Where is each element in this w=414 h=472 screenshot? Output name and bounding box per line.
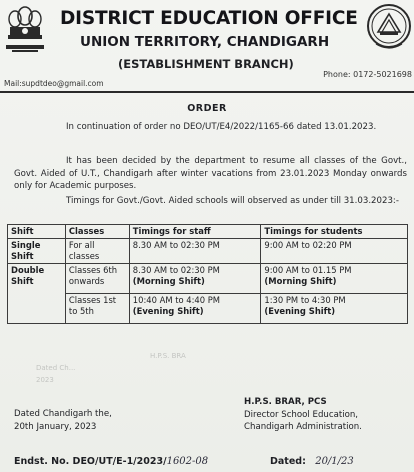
classes-cell: Classes 1st to 5th [65,294,129,324]
table-header-cell: Timings for students [261,225,408,239]
signatory-title: Director School Education, [244,409,359,420]
signatory-name: H.P.S. BRAR, PCS [244,397,327,407]
staff-timing-cell: 8.30 AM to 02:30 PM [129,239,261,264]
student-timing-cell [261,264,408,294]
student-timing-cell [261,294,408,324]
shift-note: (Morning Shift) [264,276,337,286]
timings-table [7,224,408,324]
handwritten-number: 1602-08 [166,456,209,467]
order-paragraph-2: It has been decided by the department to resume all classes of the Govt., Govt. Aided of U.T., Chandigarh after winter vacations from 23.01.2023 Monday onwards only for Academic purposes. [14,156,407,191]
table-header-cell: Classes [65,225,129,239]
shift-cell: Single Shift [8,239,66,264]
shift-note: (Evening Shift) [264,306,336,316]
dated-label: Dated: [270,456,306,467]
staff-time: 10:40 AM to 4:40 PM [132,295,221,305]
table-header-cell: Timings for staff [129,225,261,239]
signature-block [244,396,362,434]
student-timing-cell: 9:00 AM to 02:20 PM [261,239,408,264]
endorsement-label: Endst. No. DEO/UT/E-1/2023/ [14,456,167,467]
state-emblem-icon [2,2,48,56]
student-time: 9:00 AM to 01.15 PM [264,265,352,275]
branch-name: (ESTABLISHMENT BRANCH) [118,57,294,71]
shift-note: (Morning Shift) [132,276,205,286]
office-subtitle: UNION TERRITORY, CHANDIGARH [80,34,330,50]
order-paragraph-1: In continuation of order no DEO/UT/E4/2022/1165-66 dated 13.01.2023. [66,122,377,132]
shift-cell: Double Shift [8,264,66,324]
faded-stamp: H.P.S. BRA Dated Ch... 2023 [36,352,186,384]
shift-note: (Evening Shift) [132,306,204,316]
table-row [8,239,408,264]
endorsement-date [270,456,354,467]
table-row [8,294,408,324]
table-row [8,264,408,294]
table-header-row [8,225,408,239]
chandigarh-emblem-icon [366,2,412,56]
order-paragraph-3: Timings for Govt./Govt. Aided schools will observed as under till 31.03.2023:- [66,196,399,206]
dated-line-2: 20th January, 2023 [14,421,97,432]
staff-time: 8.30 AM to 02:30 PM [132,265,220,275]
student-time: 1:30 PM to 4:30 PM [264,295,346,305]
staff-timing-cell [129,294,261,324]
mail-address: Mail:supdtdeo@gmail.com [4,79,104,88]
handwritten-date: 20/1/23 [315,456,354,467]
dated-line-1: Dated Chandigarh the, [14,409,112,419]
signatory-place: Chandigarh Administration. [244,422,362,432]
phone-number: Phone: 0172-5021698 [323,70,412,79]
staff-timing-cell [129,264,261,294]
classes-cell: Classes 6th onwards [65,264,129,294]
dated-block [14,408,112,433]
table-header-cell: Shift [8,225,66,239]
office-title: DISTRICT EDUCATION OFFICE [60,8,358,29]
classes-cell: For all classes [65,239,129,264]
order-heading: ORDER [187,103,227,114]
header-divider [0,91,414,93]
endorsement-number [14,456,208,467]
